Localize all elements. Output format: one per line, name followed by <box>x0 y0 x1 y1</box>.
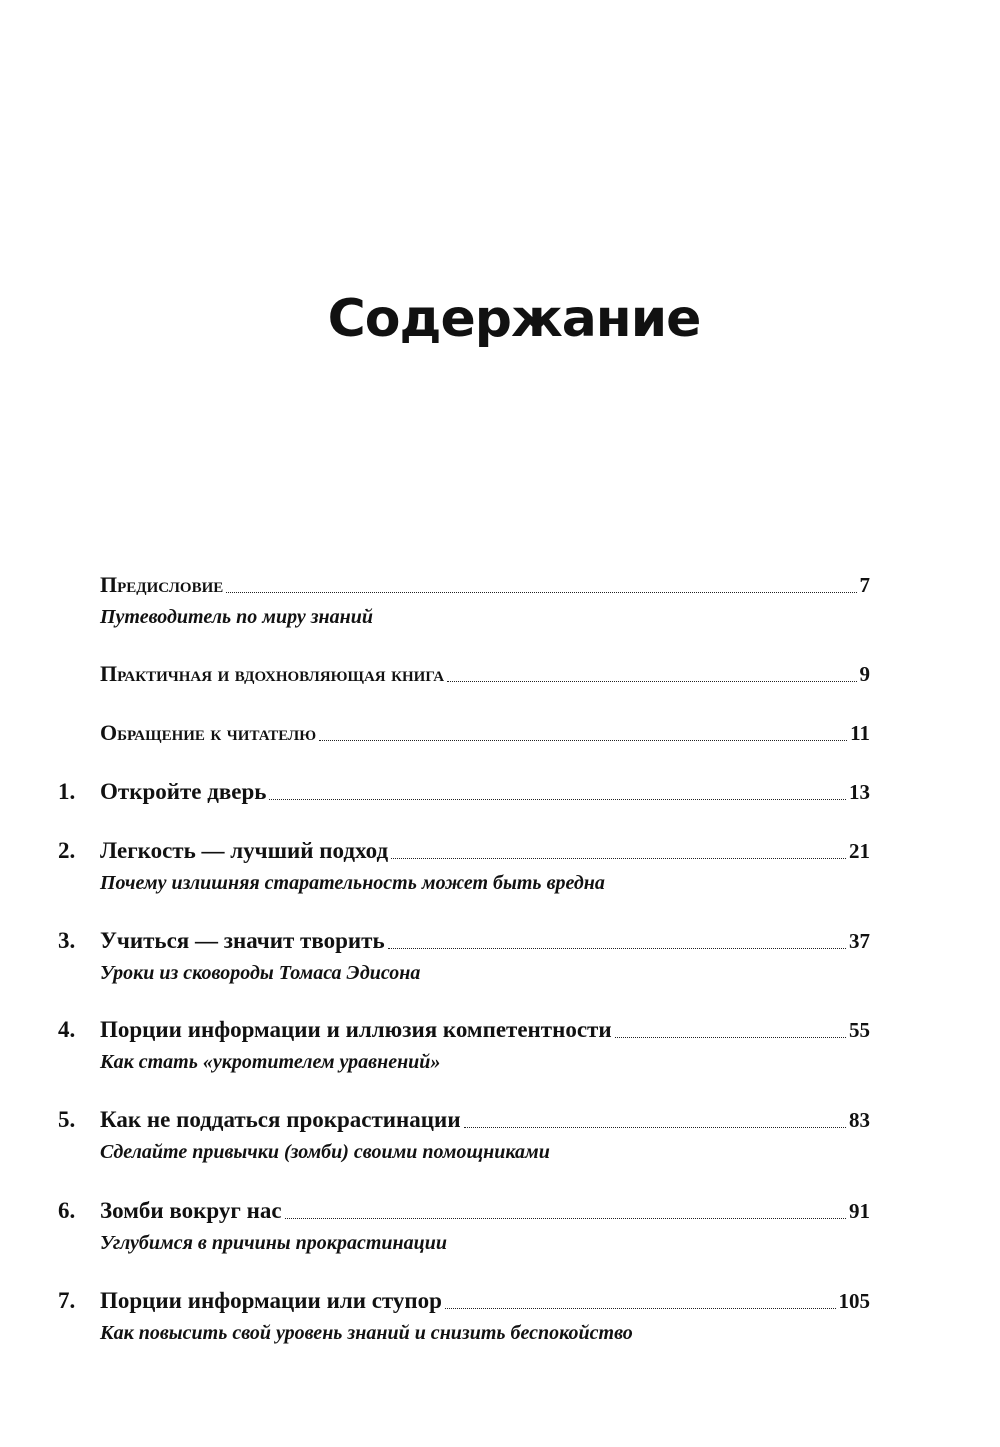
chapter-number: 4. <box>58 1017 76 1042</box>
toc-entry-title: Практичная и вдохновляющая книга <box>100 661 445 686</box>
dot-leader <box>447 681 856 682</box>
toc-entry-subtitle: Как повысить свой уровень знаний и снизить беспокойство <box>100 1322 633 1344</box>
toc-entry-page: 83 <box>849 1108 870 1132</box>
toc-entry-page: 105 <box>838 1289 870 1313</box>
toc-entry-page: 7 <box>859 573 870 597</box>
toc-entry-title: Порции информации или ступор <box>100 1288 442 1313</box>
toc-entry-line <box>100 660 870 688</box>
toc-entry-title: Легкость — лучший подход <box>100 838 389 863</box>
toc-entry-line <box>100 571 870 599</box>
toc-entry-line <box>100 1016 870 1044</box>
toc-entry-chapter-5[interactable] <box>0 1106 1000 1166</box>
toc-entry-title: Обращение к читателю <box>100 720 317 745</box>
toc-entry-line <box>100 927 870 955</box>
chapter-number: 1. <box>58 779 76 804</box>
toc-entry-line <box>100 1287 870 1315</box>
toc-entry-page: 13 <box>849 780 870 804</box>
dot-leader <box>615 1037 846 1038</box>
toc-entry-subtitle: Сделайте привычки (зомби) своими помощниками <box>100 1141 550 1163</box>
toc-entry-line <box>100 1197 870 1225</box>
dot-leader <box>285 1218 846 1219</box>
toc-entry-title: Учиться — значит творить <box>100 928 385 953</box>
toc-entry-title: Предисловие <box>100 572 224 597</box>
dot-leader <box>388 948 846 949</box>
toc-entry-page: 21 <box>849 839 870 863</box>
toc-entry-page: 91 <box>849 1199 870 1223</box>
toc-entry-subtitle: Почему излишняя старательность может быть вредна <box>100 872 605 894</box>
toc-entry-page: 9 <box>859 662 870 686</box>
toc-entry-reader-address[interactable] <box>0 719 1000 779</box>
toc-entry-line <box>100 719 870 747</box>
toc-entry-title: Порции информации и иллюзия компетентности <box>100 1017 612 1042</box>
toc-entry-subtitle: Уроки из сковороды Томаса Эдисона <box>100 962 421 984</box>
toc-entry-chapter-6[interactable] <box>0 1197 1000 1257</box>
toc-entry-preface[interactable] <box>0 571 1000 631</box>
toc-entry-page: 55 <box>849 1018 870 1042</box>
chapter-number: 7. <box>58 1288 76 1313</box>
toc-entry-page: 11 <box>850 721 870 745</box>
toc-entry-line <box>100 778 870 806</box>
toc-entry-title: Зомби вокруг нас <box>100 1198 282 1223</box>
chapter-number: 6. <box>58 1198 76 1223</box>
dot-leader <box>226 592 856 593</box>
toc-entry-subtitle: Путеводитель по миру знаний <box>100 606 373 628</box>
dot-leader <box>391 858 846 859</box>
dot-leader <box>445 1308 836 1309</box>
toc-entry-title: Откройте дверь <box>100 779 267 804</box>
page-title: Содержание <box>327 288 701 349</box>
chapter-number: 5. <box>58 1107 76 1132</box>
toc-entry-title: Как не поддаться прокрастинации <box>100 1107 461 1132</box>
toc-entry-subtitle: Углубимся в причины прокрастинации <box>100 1232 447 1254</box>
toc-entry-chapter-1[interactable] <box>0 778 1000 838</box>
toc-entry-chapter-7[interactable] <box>0 1287 1000 1347</box>
chapter-number: 3. <box>58 928 76 953</box>
dot-leader <box>319 740 847 741</box>
chapter-number: 2. <box>58 838 76 863</box>
toc-entry-chapter-3[interactable] <box>0 927 1000 987</box>
toc-entry-subtitle: Как стать «укротителем уравнений» <box>100 1051 441 1073</box>
dot-leader <box>464 1127 846 1128</box>
toc-entry-page: 37 <box>849 929 870 953</box>
dot-leader <box>269 799 846 800</box>
toc-entry-line <box>100 837 870 865</box>
toc-entry-chapter-4[interactable] <box>0 1016 1000 1076</box>
toc-entry-line <box>100 1106 870 1134</box>
toc-entry-practical-book[interactable] <box>0 660 1000 720</box>
toc-entry-chapter-2[interactable] <box>0 837 1000 897</box>
